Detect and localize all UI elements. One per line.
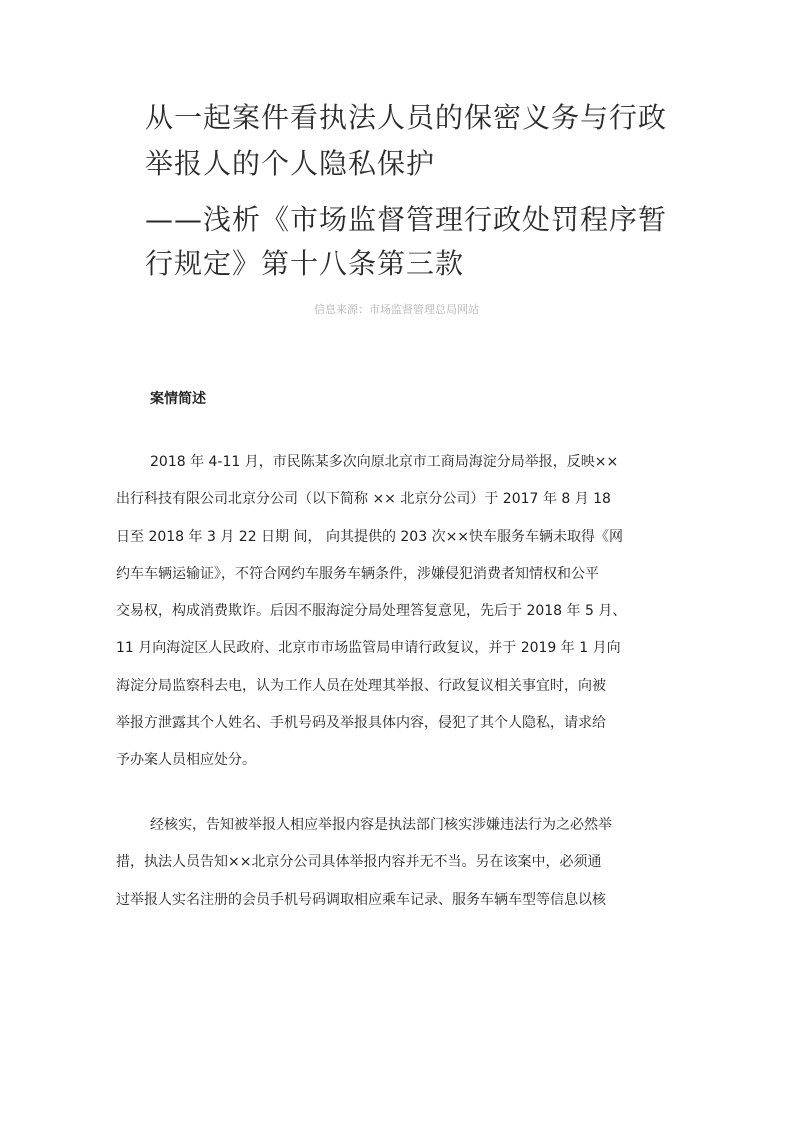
paragraph-2-line: 经核实，告知被举报人相应举报内容是执法部门核实涉嫌违法行为之必然举: [150, 817, 612, 833]
paragraph-1-line: 举报方泄露其个人姓名、手机号码及举报具体内容，侵犯了其个人隐私，请求给: [116, 715, 606, 731]
source-line: 信息来源：市场监督管理总局网站: [314, 303, 479, 316]
paragraph-1-line: 出行科技有限公司北京分公司（以下简称 ×× 北京分公司）于 2017 年 8 月 18: [116, 491, 611, 507]
subtitle-line-2: 行规定》第十八条第三款: [145, 247, 465, 280]
paragraph-1-line: 交易权，构成消费欺诈。后因不服海淀分局处理答复意见，先后于 2018 年 5 月、: [116, 603, 627, 619]
title-line-1: 从一起案件看执法人员的保密义务与行政: [145, 101, 668, 134]
subtitle-line-1: ——浅析《市场监督管理行政处罚程序暂: [145, 203, 668, 236]
paragraph-1-line: 约车车辆运输证》，不符合网约车服务车辆条件，涉嫌侵犯消费者知情权和公平: [116, 566, 599, 582]
paragraph-1-line: 海淀分局监察科去电，认为工作人员在处理其举报、行政复议相关事宜时，向被: [116, 678, 606, 694]
paragraph-1-line: 11 月向海淀区人民政府、北京市市场监管局申请行政复议，并于 2019 年 1 月向: [116, 640, 621, 656]
paragraph-1-line: 日至 2018 年 3 月 22 日期 间， 向其提供的 203 次××快车服务车辆未取得《网: [116, 529, 624, 545]
paragraph-2-line: 措，执法人员告知××北京分公司具体举报内容并无不当。另在该案中，必须通: [116, 854, 602, 870]
section-heading: 案情简述: [150, 391, 206, 407]
title-line-2: 举报人的个人隐私保护: [145, 147, 436, 180]
paragraph-2-line: 过举报人实名注册的会员手机号码调取相应乘车记录、服务车辆车型等信息以核: [116, 892, 606, 908]
paragraph-1-line: 2018 年 4-11 月，市民陈某多次向原北京市工商局海淀分局举报，反映××: [150, 454, 619, 470]
paragraph-1-line: 予办案人员相应处分。: [116, 752, 256, 768]
